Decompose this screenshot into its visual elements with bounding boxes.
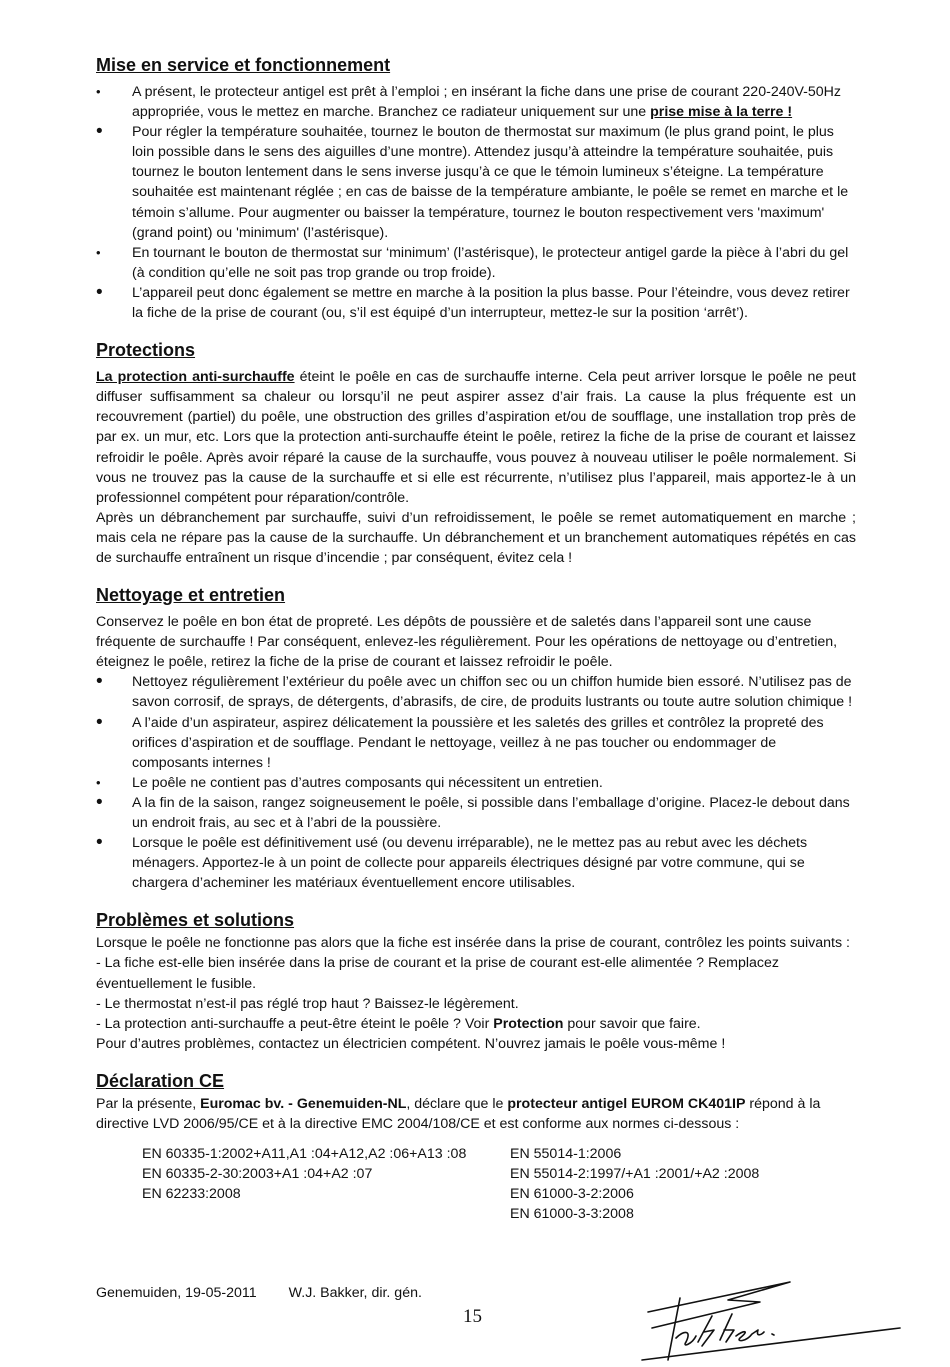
norm-item: EN 62233:2008 [142, 1186, 241, 1203]
mise-bullet-list [96, 82, 856, 323]
section-title-declaration: Déclaration CE [96, 1070, 225, 1091]
section-title-protections: Protections [96, 340, 196, 361]
section-title-problemes: Problèmes et solutions [96, 910, 295, 931]
nettoyage-bullet-list [96, 672, 856, 893]
document-page [96, 52, 856, 1225]
signature-line [96, 1285, 422, 1301]
signatory-name: W.J. Bakker, dir. gén. [288, 1285, 422, 1301]
norms-column-right [510, 1144, 759, 1224]
paragraph-text: Par la présente, [96, 1095, 201, 1112]
list-item: • L’appareil peut donc également se mettre en marche à la position la plus basse. Pour l’éteindre, vous devez retirer la fiche de la prise de courant (ou, s’il est équipé d’un interrupteur, mettez-le sur la position ‘arrêt’). [96, 283, 856, 323]
paragraph [96, 1014, 856, 1034]
paragraph: - Le thermostat n’est-il pas réglé trop haut ? Baissez-le légèrement. [96, 995, 519, 1012]
list-item: • Le poêle ne contient pas d’autres composants qui nécessitent un entretien. [96, 773, 856, 793]
list-item: • A la fin de la saison, rangez soigneusement le poêle, si possible dans l’emballage d’origine. Placez-le debout dans un endroit frais, au sec et à l’abri de la poussière. [96, 793, 856, 833]
paragraph-text: éteint le poêle en cas de surchauffe interne. Cela peut arriver lorsque le poêle ne peut diffuser suffisamment sa chaleur ou lorsqu’il ne peut aspirer assez d’air frais. La cause la plus fréquente est un recouvrement (partiel) du poêle, une obstruction des grilles d’aspiration et/ou de soufflage, une installation trop près de par ex. un mur, etc. Lors que la protection anti-surchauffe éteint le poêle, retirez la fiche de la prise de courant et laissez refroidir le poêle. Après avoir réparé la cause de la surchauffe, vous pouvez à nouveau utiliser le poêle normalement. Si vous ne trouvez pas la cause de la surchauffe et si elle est récurrente, n’utilisez plus l’appareil, mais apportez-le à un professionnel compétent pour réparation/contrôle. [96, 369, 856, 506]
norms-table [142, 1144, 856, 1224]
handwritten-signature [640, 1280, 910, 1364]
list-item: • A l’aide d’un aspirateur, aspirez délicatement la poussière et les saletés des grilles et contrôlez la propreté des orifices d’aspiration et de soufflage. Pendant le nettoyage, veillez à ne pas toucher ou endommager de composants internes ! [96, 713, 856, 773]
paragraph: Lorsque le poêle ne fonctionne pas alors que la fiche est insérée dans la prise de courant, contrôlez les points suivants : [96, 935, 850, 952]
norms-column-left [142, 1144, 510, 1224]
paragraph: Conservez le poêle en bon état de propreté. Les dépôts de poussière et de saletés dans l’appareil sont une cause fréquente de surchauffe ! Par conséquent, enlevez-les régulièrement. Pour les opérations de nettoyage ou d’entretien, éteignez le poêle, retirez la fiche de la prise de courant et laissez refroidir le poêle. [96, 614, 838, 671]
list-item [96, 82, 856, 122]
emphasis-text: prise mise à la terre ! [650, 104, 793, 121]
section-title-nettoyage: Nettoyage et entretien [96, 585, 286, 606]
paragraph: Pour d’autres problèmes, contactez un électricien compétent. N’ouvrez jamais le poêle vous-même ! [96, 1035, 726, 1052]
paragraph-text: répond à la directive LVD 2006/95/CE et à la directive EMC 2004/108/CE et est conforme aux normes ci-dessous : [96, 1095, 821, 1133]
list-item: • Nettoyez régulièrement l’extérieur du poêle avec un chiffon sec ou un chiffon humide bien essoré. N’utilisez pas de savon corrosif, de sprays, de détergents, d’abrasifs, de cire, de produits lustrants ou toute autre solution chimique ! [96, 672, 856, 712]
paragraph-text: - La protection anti-surchauffe a peut-être éteint le poêle ? Voir [96, 1015, 494, 1032]
norm-item: EN 61000-3-3:2008 [510, 1206, 634, 1223]
norm-item: EN 55014-2:1997/+A1 :2001/+A2 :2008 [510, 1166, 760, 1183]
section-title-mise-en-service: Mise en service et fonctionnement [96, 55, 391, 75]
emphasis-text: Protection [493, 1015, 564, 1032]
place-date: Genemuiden, 19-05-2011 [96, 1285, 257, 1301]
paragraph-text: , déclare que le [406, 1095, 508, 1112]
list-item: • Lorsque le poêle est définitivement usé (ou devenu irréparable), ne le mettez pas au rebut avec les déchets ménagers. Apportez-le à un point de collecte pour appareils électriques désigné par votre commune, qui se chargera d’acheminer les matériaux éventuellement encore utilisables. [96, 833, 856, 893]
list-item: • En tournant le bouton de thermostat sur ‘minimum’ (l’astérisque), le protecteur antigel garde la pièce à l’abri du gel (à condition qu’elle ne soit pas trop grande ou trop froide). [96, 243, 856, 283]
list-item-text: A présent, le protecteur antigel est prêt à l’emploi ; en insérant la fiche dans une prise de courant 220-240V-50Hz appropriée, vous le mettez en marche. Branchez ce radiateur uniquement sur une [132, 84, 842, 121]
paragraph: - La fiche est-elle bien insérée dans la prise de courant et la prise de courant est-elle alimentée ? Remplacez éventuellement le fusible. [96, 955, 779, 992]
emphasis-text: Euromac bv. - Genemuiden-NL [200, 1095, 407, 1112]
page-number: 15 [463, 1306, 482, 1327]
emphasis-text: protecteur antigel EUROM CK401IP [507, 1095, 746, 1112]
norm-item: EN 60335-2-30:2003+A1 :04+A2 :07 [142, 1166, 373, 1183]
paragraph [96, 367, 856, 508]
paragraph-text: pour savoir que faire. [563, 1015, 701, 1032]
norm-item: EN 60335-1:2002+A11,A1 :04+A12,A2 :06+A13 :08 [142, 1146, 467, 1163]
norm-item: EN 61000-3-2:2006 [510, 1186, 634, 1203]
emphasis-text: La protection anti-surchauffe [96, 369, 295, 386]
list-item: • Pour régler la température souhaitée, tournez le bouton de thermostat sur maximum (le plus grand point, le plus loin possible dans le sens des aiguilles d’une montre). Attendez jusqu’à atteindre la température souhaitée, puis tournez le bouton lentement dans le sens inverse jusqu’à ce que le témoin lumineux s’éteigne. La température souhaitée est maintenant réglée ; en cas de baisse de la température ambiante, le poêle se remet en marche et le témoin s’allume. Pour augmenter ou baisser la température, tournez le bouton respectivement vers 'maximum' (grand point) ou 'minimum' (l’astérisque). [96, 122, 856, 243]
paragraph [96, 1094, 856, 1134]
norm-item: EN 55014-1:2006 [510, 1146, 622, 1163]
paragraph: Après un débranchement par surchauffe, suivi d’un refroidissement, le poêle se remet automatiquement en marche ; mais cela ne répare pas la cause de la surchauffe. Un débranchement et un branchement automatiques répétés en cas de surchauffe entraînent un risque d’incendie ; par conséquent, évitez cela ! [96, 509, 856, 566]
